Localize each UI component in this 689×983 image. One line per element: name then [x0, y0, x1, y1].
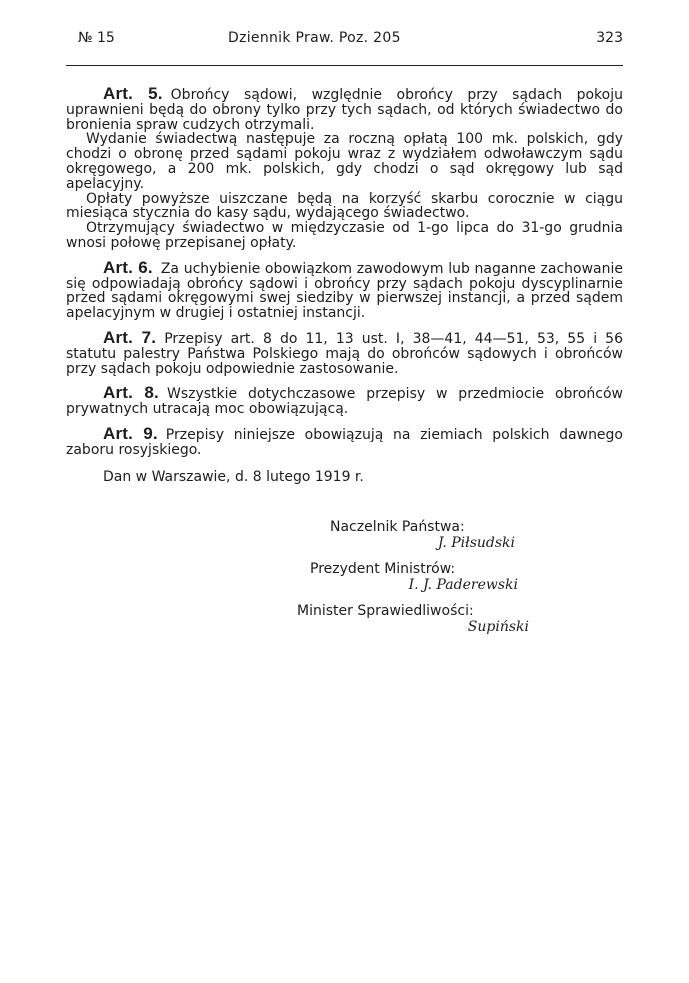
article-paragraph	[66, 383, 623, 418]
article-6	[66, 257, 623, 322]
article-9	[66, 423, 624, 458]
article-8	[66, 383, 623, 418]
article-text: Przepisy art. 8 do 11, 13 ust. I, 38—41, 44—51, 53, 55 i 56 statutu palestry Państwa Polskiego mają do obrońców sądowych i obrońców przy sądach pokoju odpowiednie zastosowanie.	[66, 330, 623, 377]
page-number: 323	[596, 30, 623, 46]
signature-prime-minister	[310, 561, 518, 593]
signatory-name: J. Piłsudski	[437, 535, 515, 551]
signatory-name: I. J. Paderewski	[408, 577, 518, 593]
signatory-role: Minister Sprawiedliwości:	[297, 603, 474, 619]
document-body	[66, 84, 624, 485]
article-paragraph: Otrzymujący świadectwo w międzyczasie od 1-go lipca do 31-go grudnia wnosi połowę przepisanej opłaty.	[66, 220, 623, 251]
article-text: Obrońcy sądowi, względnie obrońcy przy sądach pokoju uprawnieni będą do obrony tylko przy tych sądach, od których świadectwo do bronienia spraw cudzych otrzymali.	[66, 87, 623, 133]
date-line: Dan w Warszawie, d. 8 lutego 1919 r.	[103, 468, 364, 485]
article-label: Art. 8.	[103, 383, 159, 403]
article-7	[66, 327, 623, 377]
article-paragraph	[66, 84, 623, 133]
signatory-role: Prezydent Ministrów:	[310, 561, 456, 577]
signatory-role: Naczelnik Państwa:	[330, 519, 465, 535]
article-label: Art. 7.	[103, 327, 157, 347]
article-label: Art. 9.	[103, 423, 158, 443]
signature-minister-of-justice	[297, 603, 529, 635]
article-label: Art. 6.	[103, 257, 153, 277]
article-5	[66, 84, 623, 251]
header-divider	[66, 65, 623, 66]
article-paragraph	[66, 327, 623, 377]
article-text: Wszystkie dotychczasowe przepisy w przedmiocie obrońców prywatnych utracają moc obowiązującą.	[66, 386, 623, 418]
issue-number: № 15	[78, 30, 115, 46]
article-text: Przepisy niniejsze obowiązują na ziemiach polskich dawnego zaboru rosyjskiego.	[66, 426, 624, 458]
signatory-name: Supiński	[467, 619, 529, 635]
article-paragraph: Wydanie świadectwą następuje za roczną opłatą 100 mk. polskich, gdy chodzi o obronę przed sądami pokoju wraz z wydziałem odwoławczym sądu okręgowego, a 200 mk. polskich, gdy chodzi o sąd okręgowy lub sąd apelacyjny.	[66, 131, 623, 192]
article-paragraph: Opłaty powyższe uiszczane będą na korzyść skarbu corocznie w ciągu miesiąca stycznia do kasy sądu, wydającego świadectwo.	[66, 190, 623, 222]
signature-head-of-state	[330, 519, 515, 551]
page-header	[78, 30, 623, 52]
article-text: Za uchybienie obowiązkom zawodowym lub naganne zachowanie się odpowiadają obrońcy sądowi i obrońcy przy sądach pokoju dyscyplinarnie przed sądami okręgowymi swej siedziby w pierwszej instancji, a przed sądem apelacyjnym w drugiej i ostatniej instancji.	[66, 260, 623, 322]
article-paragraph	[66, 423, 624, 458]
article-paragraph	[66, 257, 623, 322]
journal-title: Dziennik Praw. Poz. 205	[228, 30, 401, 46]
article-label: Art. 5.	[103, 84, 163, 103]
